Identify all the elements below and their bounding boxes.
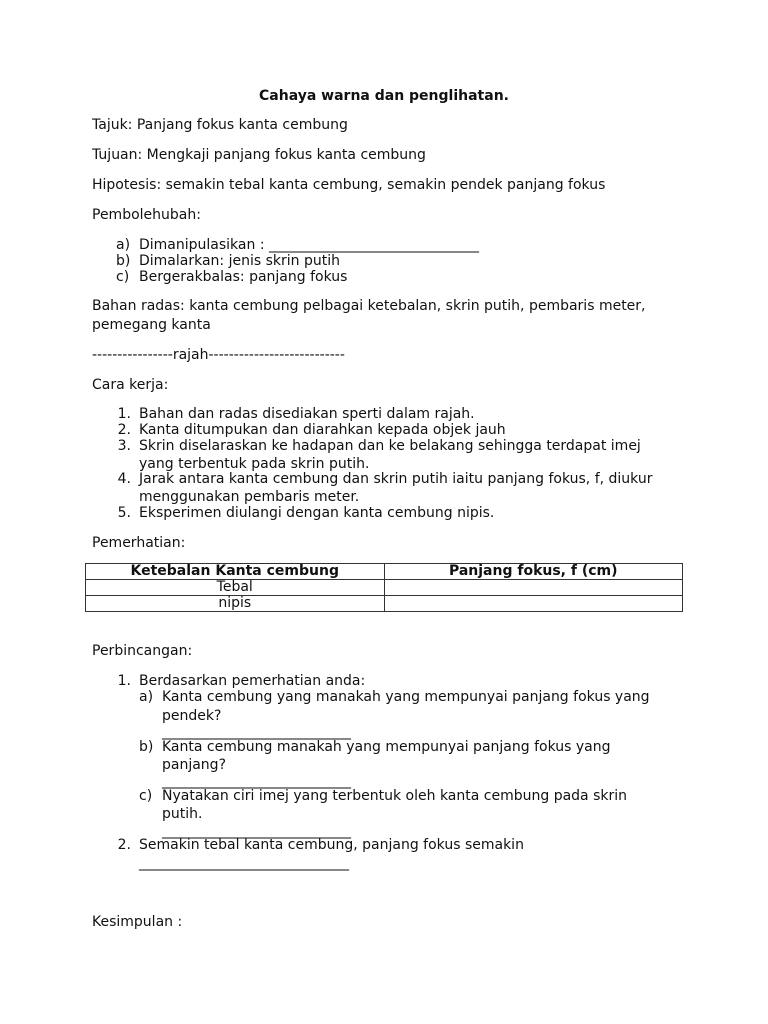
- step-text: yang terbentuk pada skrin putih.: [139, 456, 370, 472]
- kesimpulan-heading: Kesimpulan :: [92, 914, 183, 930]
- table-row: [86, 580, 683, 596]
- tajuk-line: Tajuk: Panjang fokus kanta cembung: [92, 117, 348, 133]
- question-text: Semakin tebal kanta cembung, panjang fokus semakin: [139, 837, 524, 853]
- pembolehubah-heading: Pembolehubah:: [92, 207, 201, 223]
- pemerhatian-heading: Pemerhatian:: [92, 535, 186, 551]
- list-marker: a): [116, 237, 131, 253]
- sub-question-text: panjang?: [162, 757, 226, 773]
- sub-question-text: putih.: [162, 806, 203, 822]
- step-text: Bahan dan radas disediakan sperti dalam rajah.: [139, 406, 475, 422]
- list-marker: c): [116, 269, 130, 285]
- rajah-placeholder: ----------------rajah---------------------------: [92, 347, 345, 363]
- column-header: Ketebalan Kanta cembung: [86, 564, 385, 580]
- sub-question-marker: b): [139, 739, 154, 755]
- table-header-row: [86, 564, 683, 580]
- column-header: Panjang fokus, f (cm): [384, 564, 683, 580]
- step-number: 4.: [117, 471, 131, 487]
- table-cell: Tebal: [86, 580, 385, 596]
- table-row: [86, 596, 683, 612]
- step-number: 3.: [117, 438, 131, 454]
- step-text: Skrin diselaraskan ke hadapan dan ke belakang sehingga terdapat imej: [139, 438, 641, 454]
- table-cell: [384, 596, 683, 612]
- variable-manipulated: Dimanipulasikan : ______________________________: [139, 237, 479, 253]
- question-number: 1.: [117, 673, 131, 689]
- sub-question-marker: a): [139, 689, 154, 705]
- step-number: 5.: [117, 505, 131, 521]
- step-text: menggunakan pembaris meter.: [139, 489, 360, 505]
- step-number: 1.: [117, 406, 131, 422]
- sub-question-text: Kanta cembung yang manakah yang mempunyai panjang fokus yang: [162, 689, 650, 705]
- bahan-radas-line: Bahan radas: kanta cembung pelbagai ketebalan, skrin putih, pembaris meter,: [92, 298, 646, 314]
- sub-question-text: Nyatakan ciri imej yang terbentuk oleh kanta cembung pada skrin: [162, 788, 628, 804]
- step-text: Jarak antara kanta cembung dan skrin putih iaitu panjang fokus, f, diukur: [139, 471, 653, 487]
- variable-constant: Dimalarkan: jenis skrin putih: [139, 253, 340, 269]
- step-text: Kanta ditumpukan dan diarahkan kepada objek jauh: [139, 422, 506, 438]
- variable-responding: Bergerakbalas: panjang fokus: [139, 269, 348, 285]
- sub-question-marker: c): [139, 788, 153, 804]
- step-number: 2.: [117, 422, 131, 438]
- observation-table: [85, 563, 683, 612]
- sub-question-text: Kanta cembung manakah yang mempunyai panjang fokus yang: [162, 739, 611, 755]
- page-title: Cahaya warna dan penglihatan.: [259, 88, 509, 104]
- step-text: Eksperimen diulangi dengan kanta cembung nipis.: [139, 505, 495, 521]
- answer-blank: ___________________________: [162, 773, 351, 789]
- cara-kerja-heading: Cara kerja:: [92, 377, 169, 393]
- question-text: Berdasarkan pemerhatian anda:: [139, 673, 366, 689]
- tujuan-line: Tujuan: Mengkaji panjang fokus kanta cembung: [92, 147, 426, 163]
- bahan-radas-line: pemegang kanta: [92, 317, 211, 333]
- answer-blank: ___________________________: [162, 823, 351, 839]
- table-cell: nipis: [86, 596, 385, 612]
- list-marker: b): [116, 253, 131, 269]
- sub-question-text: pendek?: [162, 708, 222, 724]
- table-cell: [384, 580, 683, 596]
- question-number: 2.: [117, 837, 131, 853]
- answer-blank: ______________________________: [139, 855, 349, 871]
- hipotesis-line: Hipotesis: semakin tebal kanta cembung, semakin pendek panjang fokus: [92, 177, 606, 193]
- perbincangan-heading: Perbincangan:: [92, 643, 193, 659]
- answer-blank: ___________________________: [162, 724, 351, 740]
